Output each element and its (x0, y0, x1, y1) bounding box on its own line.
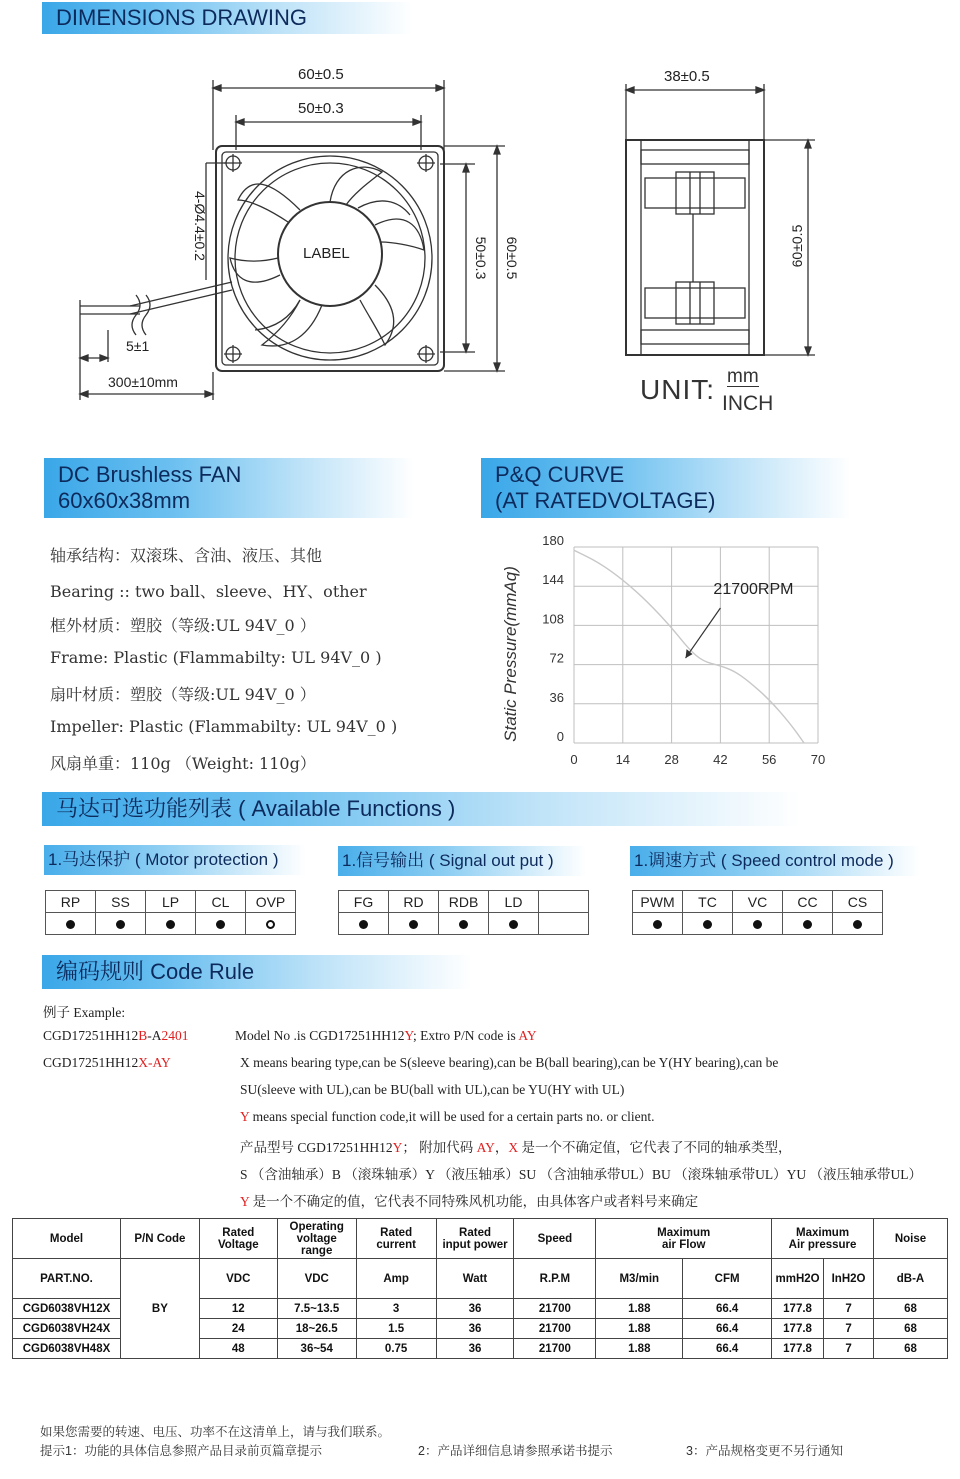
dot-mark-icon (166, 920, 175, 929)
tu-rpm: R.P.M (514, 1259, 596, 1299)
cell-inch: 7 (824, 1339, 874, 1359)
th-or2: voltage range (296, 1232, 337, 1257)
fn-mark-cell (146, 913, 196, 935)
footer-tip-3: 3：产品规格变更不另行通知 (686, 1444, 843, 1458)
tu-amp: Amp (356, 1259, 436, 1299)
ex1-bearing: B (138, 1028, 148, 1043)
model-a: Model No .is CGD17251HH12 (235, 1028, 405, 1043)
model-b: Y (404, 1028, 414, 1043)
x-explanation-2: SU(sleeve with UL),can be BU(ball with UL),can be YU(HY with UL) (240, 1082, 625, 1097)
fn-group-motor-title: 1.马达保护 ( Motor protection ) (44, 845, 306, 875)
cell-rpm: 21700 (514, 1339, 596, 1359)
dot-mark-icon (359, 920, 368, 929)
cell-cfm: 66.4 (683, 1319, 772, 1339)
cell-db: 68 (874, 1299, 948, 1319)
fn-mark-cell (833, 913, 883, 935)
cell-rpm: 21700 (514, 1319, 596, 1339)
th-max-airflow (596, 1219, 772, 1259)
fn-table-speed (632, 890, 883, 935)
tu-dba: dB-A (874, 1259, 948, 1299)
cell-v: 24 (199, 1319, 277, 1339)
cell-range: 18~26.5 (277, 1319, 356, 1339)
th-max-pressure (772, 1219, 874, 1259)
pq-x-tick: 70 (810, 752, 826, 767)
cell-rpm: 21700 (514, 1299, 596, 1319)
cell-amp: 0.75 (356, 1339, 436, 1359)
fn-table-signal (338, 890, 589, 935)
spec-impeller-cn: 扇叶材质：塑胶（等级:UL 94V_0 ） (50, 685, 316, 704)
tu-cfm: CFM (683, 1259, 772, 1299)
th-model: Model (13, 1219, 121, 1259)
cell-range: 7.5~13.5 (277, 1299, 356, 1319)
fn-group-speed-title: 1.调速方式 ( Speed control mode ) (630, 846, 920, 876)
unit-label (640, 374, 715, 406)
cell-range: 36~54 (277, 1339, 356, 1359)
bearing-types-cn: S （含油轴承）B （滚珠轴承）Y （液压轴承）SU （含油轴承带UL）BU （滚珠轴承带UL）YU （液压轴承带UL） (240, 1167, 923, 1182)
fn-header: OVP (246, 891, 296, 913)
pq-y-tick: 144 (542, 572, 564, 588)
spec-impeller-en: Impeller: Plastic (Flammabilty: UL 94V_0 ) (50, 717, 398, 736)
th-rp2: input power (442, 1238, 508, 1251)
pn-code: BY (120, 1259, 199, 1359)
unit-inch: INCH (722, 392, 774, 415)
cn-g: 是一个不确定值，它代表了不同的轴承类型， (518, 1140, 792, 1155)
th-noise: Noise (874, 1219, 948, 1259)
fn-header: FG (339, 891, 389, 913)
y-text: means special function code,it will be used for a certain parts no. or client. (249, 1109, 655, 1124)
dim-outer-width: 60±0.5 (298, 66, 344, 83)
th-speed: Speed (514, 1219, 596, 1259)
dim-inner-width: 50±0.3 (298, 100, 344, 117)
fn-mark-cell (489, 913, 539, 935)
fn-header: CC (783, 891, 833, 913)
cell-db: 68 (874, 1339, 948, 1359)
fn-mark-cell (733, 913, 783, 935)
fn-mark-cell (439, 913, 489, 935)
spec-bearing-en: Bearing :: two ball、sleeve、HY、other (50, 582, 367, 601)
fn-group-signal-title: 1.信号输出 ( Signal out put ) (338, 846, 586, 876)
tu-m3: M3/min (596, 1259, 683, 1299)
fn-header: CS (833, 891, 883, 913)
dim-side-width: 38±0.5 (664, 68, 710, 85)
dot-mark-icon (216, 920, 225, 929)
dot-mark-icon (803, 920, 812, 929)
cell-inch: 7 (824, 1319, 874, 1339)
fn-mark-cell (196, 913, 246, 935)
tu-vdc1: VDC (199, 1259, 277, 1299)
tu-vdc2: VDC (277, 1259, 356, 1299)
pq-x-tick: 14 (615, 752, 631, 767)
dot-mark-icon (853, 920, 862, 929)
ex2-suffix: X-AY (138, 1055, 171, 1070)
pq-x-tick: 28 (664, 752, 679, 767)
cell-watt: 36 (436, 1319, 514, 1339)
cell-model: CGD6038VH12X (13, 1299, 121, 1319)
th-mp1: Maximum (796, 1226, 850, 1239)
spec-bearing-cn: 轴承结构：双滚珠、含油、液压、其他 (50, 546, 323, 565)
spec-weight: 风扇单重：110g （Weight: 110g） (50, 754, 316, 773)
dot-mark-icon (753, 920, 762, 929)
cell-mm: 177.8 (772, 1339, 824, 1359)
cell-watt: 36 (436, 1339, 514, 1359)
pq-x-tick: 42 (713, 752, 728, 767)
cn-d: AY (476, 1140, 495, 1155)
cn-explanation (240, 1136, 792, 1156)
pq-title-banner (481, 458, 851, 518)
th-rc1: Rated (380, 1226, 413, 1239)
cn-a: 产品型号 CGD17251HH12 (240, 1140, 393, 1155)
cell-mm: 177.8 (772, 1299, 824, 1319)
cell-v: 48 (199, 1339, 277, 1359)
pq-y-tick: 0 (556, 729, 564, 744)
spec-frame-cn: 框外材质：塑胶（等级:UL 94V_0 ） (50, 616, 316, 635)
fan-title-line1: DC Brushless FAN (58, 462, 242, 487)
fn-table-motor (45, 890, 296, 935)
fn-header: RP (46, 891, 96, 913)
th-ma1: Maximum (657, 1226, 711, 1239)
cell-db: 68 (874, 1319, 948, 1339)
pq-y-axis-label: Static Pressure(mmAq) (501, 566, 520, 742)
model-explanation (235, 1028, 537, 1044)
dot-mark-icon (509, 920, 518, 929)
pq-title-line2: (AT RATEDVOLTAGE) (495, 488, 716, 513)
pq-y-tick: 72 (549, 650, 564, 666)
th-mp2: Air pressure (788, 1238, 857, 1251)
dot-mark-icon (703, 920, 712, 929)
ex2-prefix: CGD17251HH12 (43, 1055, 139, 1070)
th-rc2: current (376, 1238, 416, 1251)
fn-mark-cell (389, 913, 439, 935)
footer-contact: 如果您需要的转速、电压、功率不在这清单上，请与我们联系。 (40, 1425, 391, 1439)
y2-text: 是一个不确定的值，它代表不同特殊风机功能，由具体客户或者料号来确定 (249, 1194, 699, 1209)
dot-mark-icon (116, 920, 125, 929)
cn-e: ， (494, 1140, 509, 1155)
y2-letter: Y (240, 1194, 250, 1209)
cn-b: Y (392, 1140, 403, 1155)
cn-f: X (508, 1140, 519, 1155)
fn-header: LP (146, 891, 196, 913)
th-rated-voltage (199, 1219, 277, 1259)
cell-cfm: 66.4 (683, 1339, 772, 1359)
footer-tip-1: 提示1：功能的具体信息参照产品目录前页篇章提示 (40, 1444, 322, 1458)
tu-watt: Watt (436, 1259, 514, 1299)
dimensions-banner: DIMENSIONS DRAWING (42, 2, 412, 34)
fn-mark-cell (683, 913, 733, 935)
dim-inner-height: 50±0.3 (473, 236, 489, 280)
cell-m3: 1.88 (596, 1319, 683, 1339)
functions-banner: 马达可选功能列表 ( Available Functions ) (42, 792, 802, 826)
th-or1: Operating (289, 1220, 344, 1233)
dim-lead-length: 300±10mm (108, 374, 178, 390)
fan-title-banner (44, 458, 414, 518)
dim-lead-strip: 5±1 (126, 338, 150, 354)
model-d: AY (518, 1028, 537, 1043)
pq-x-tick: 56 (761, 752, 777, 767)
dot-mark-icon (66, 920, 75, 929)
fn-header: RD (389, 891, 439, 913)
code-rule-banner: 编码规则 Code Rule (42, 955, 472, 989)
pq-title-line1: P&Q CURVE (495, 462, 625, 487)
cell-model: CGD6038VH24X (13, 1319, 121, 1339)
cell-cfm: 66.4 (683, 1299, 772, 1319)
fn-mark-cell (246, 913, 296, 935)
model-c: ; Extro P/N code is (413, 1028, 519, 1043)
fn-header: TC (683, 891, 733, 913)
pq-y-tick: 180 (542, 533, 564, 548)
fn-header (539, 891, 589, 913)
cn-c: ； 附加代码 (402, 1140, 477, 1155)
th-rated-current (356, 1219, 436, 1259)
ex1-prefix: CGD17251HH12 (43, 1028, 139, 1043)
dim-hole: 4-Ø4.4±0.2 (192, 191, 208, 261)
th-rv1: Rated (222, 1226, 255, 1239)
dot-mark-icon (409, 920, 418, 929)
tu-inh2o: InH2O (824, 1259, 874, 1299)
spec-table (12, 1218, 948, 1359)
cell-m3: 1.88 (596, 1339, 683, 1359)
tu-mmh2o: mmH2O (772, 1259, 824, 1299)
fan-title-line2: 60x60x38mm (58, 488, 191, 513)
unit-prefix: UNIT: (640, 374, 715, 405)
dot-mark-icon (653, 920, 662, 929)
pq-chart (490, 530, 840, 775)
fn-mark-cell (96, 913, 146, 935)
tu-partno: PART.NO. (13, 1259, 121, 1299)
cell-watt: 36 (436, 1299, 514, 1319)
footer-tip-2: 2：产品详细信息请参照承诺书提示 (418, 1444, 613, 1458)
fn-header: VC (733, 891, 783, 913)
cell-inch: 7 (824, 1299, 874, 1319)
fn-mark-cell (539, 913, 589, 935)
cell-amp: 3 (356, 1299, 436, 1319)
cell-amp: 1.5 (356, 1319, 436, 1339)
dim-side-height: 60±0.5 (789, 224, 805, 268)
fn-mark-cell (339, 913, 389, 935)
cell-mm: 177.8 (772, 1319, 824, 1339)
ex1-suffix: 2401 (161, 1028, 189, 1043)
cell-m3: 1.88 (596, 1299, 683, 1319)
cell-v: 12 (199, 1299, 277, 1319)
unit-mm: mm (727, 366, 759, 387)
th-pn: P/N Code (120, 1219, 199, 1259)
fn-mark-cell (783, 913, 833, 935)
example-code-2 (43, 1055, 171, 1071)
dot-mark-icon (459, 920, 468, 929)
x-explanation-1: X means bearing type,can be S(sleeve bearing),can be B(ball bearing),can be Y(HY bearing),can be (240, 1055, 779, 1070)
fn-header: LD (489, 891, 539, 913)
fn-header: CL (196, 891, 246, 913)
y-letter: Y (240, 1109, 250, 1124)
fn-mark-cell (46, 913, 96, 935)
th-rv2: Voltage (217, 1238, 259, 1251)
th-rated-power (436, 1219, 514, 1259)
fn-mark-cell (633, 913, 683, 935)
pq-annotation-arrow (686, 608, 721, 658)
fan-label-text: LABEL (303, 245, 350, 262)
th-ma2: air Flow (661, 1238, 706, 1251)
th-rp1: Rated (459, 1226, 491, 1239)
example-code-1 (43, 1028, 189, 1044)
fn-header: SS (96, 891, 146, 913)
pq-y-tick: 36 (549, 689, 564, 705)
example-label: 例子 Example: (43, 1005, 126, 1020)
th-operating (277, 1219, 356, 1259)
pq-x-tick: 0 (570, 752, 578, 767)
cell-model: CGD6038VH48X (13, 1339, 121, 1359)
y-explanation (240, 1109, 655, 1125)
pq-annotation: 21700RPM (713, 580, 794, 598)
dim-outer-height: 60±0.5 (504, 236, 520, 280)
fn-header: RDB (439, 891, 489, 913)
y2-explanation (240, 1190, 698, 1210)
pq-y-tick: 108 (542, 611, 564, 627)
ex1-sep: -A (147, 1028, 162, 1043)
ring-mark-icon (266, 920, 275, 929)
spec-frame-en: Frame: Plastic (Flammabilty: UL 94V_0 ) (50, 648, 382, 667)
fn-header: PWM (633, 891, 683, 913)
